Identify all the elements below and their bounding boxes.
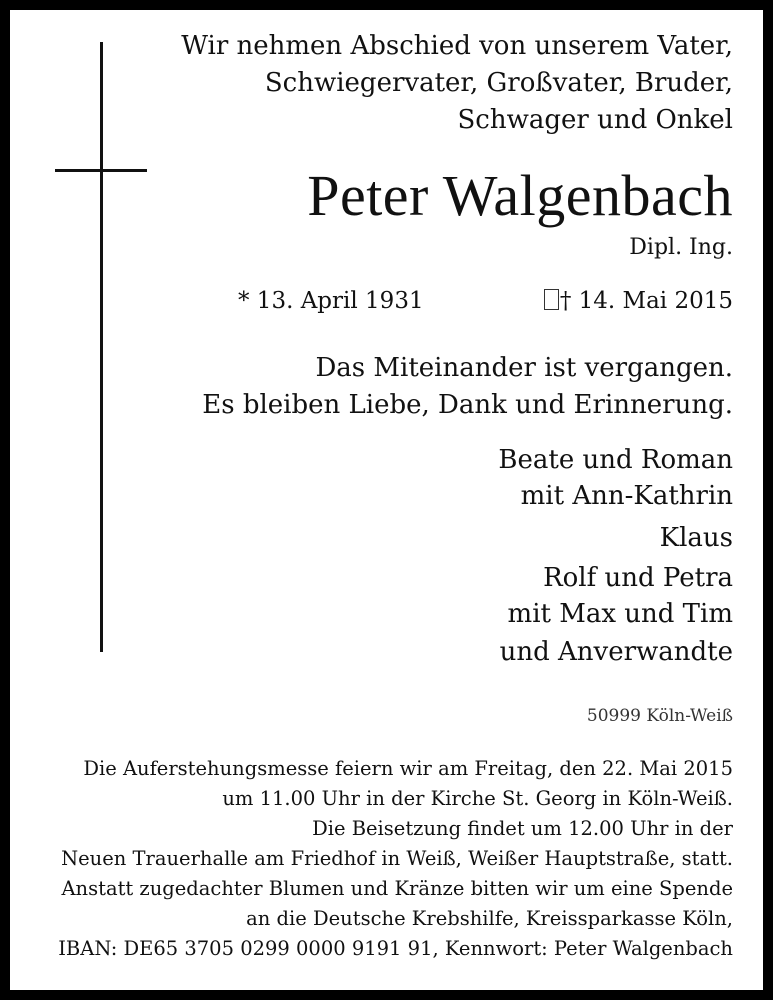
notice-line: Neuen Trauerhalle am Friedhof in Weiß, Weißer Hauptstraße, statt. (61, 847, 733, 870)
family-line: und Anverwandte (499, 637, 733, 667)
intro-line: Schwager und Onkel (457, 105, 733, 135)
notice-line: an die Deutsche Krebshilfe, Kreissparkasse Köln, (246, 907, 733, 930)
intro-line: Schwiegervater, Großvater, Bruder, (264, 68, 733, 98)
family-line: Rolf und Petra (543, 563, 733, 593)
intro-line: Wir nehmen Abschied von unserem Vater, (181, 31, 733, 61)
birth-date: * 13. April 1931 (238, 288, 424, 314)
death-date-line (544, 285, 733, 317)
cross-horizontal-bar (55, 169, 147, 172)
memorial-quote (202, 350, 733, 424)
deceased-name: Peter Walgenbach (307, 163, 733, 228)
family-line: Klaus (659, 523, 733, 553)
quote-line: Das Miteinander ist vergangen. (315, 353, 733, 383)
death-date: † 14. Mai 2015 (559, 288, 733, 314)
missing-glyph-icon (544, 289, 559, 310)
family-line: Beate und Roman (498, 445, 733, 475)
place-of-residence: 50999 Köln-Weiß (586, 706, 733, 726)
family-group (500, 634, 733, 670)
family-group (498, 442, 733, 514)
deceased-title: Dipl. Ing. (629, 235, 733, 260)
funeral-notice (58, 754, 733, 964)
notice-line: Die Beisetzung findet um 12.00 Uhr in der (312, 817, 733, 840)
family-group (660, 520, 733, 556)
family-line: mit Ann-Kathrin (520, 481, 733, 511)
intro-text (181, 28, 733, 139)
quote-line: Es bleiben Liebe, Dank und Erinnerung. (202, 390, 733, 420)
notice-line: Die Auferstehungsmesse feiern wir am Freitag, den 22. Mai 2015 (83, 757, 733, 780)
family-line: mit Max und Tim (507, 599, 733, 629)
notice-line: Anstatt zugedachter Blumen und Kränze bitten wir um eine Spende (61, 877, 733, 900)
family-group (508, 560, 733, 632)
notice-line: IBAN: DE65 3705 0299 0000 9191 91, Kennwort: Peter Walgenbach (58, 937, 733, 960)
cross-vertical-bar (100, 42, 103, 652)
notice-line: um 11.00 Uhr in der Kirche St. Georg in Köln-Weiß. (222, 787, 733, 810)
